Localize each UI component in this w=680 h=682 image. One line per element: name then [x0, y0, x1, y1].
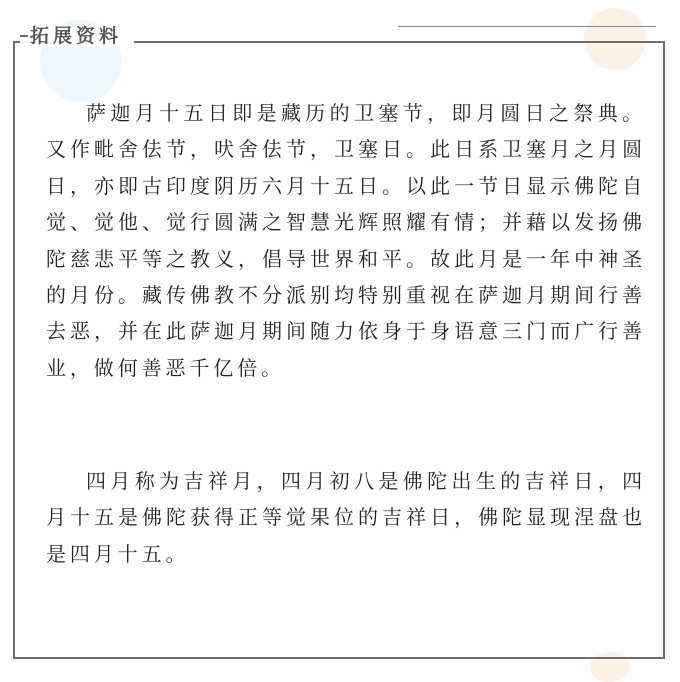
section-title: 拓展资料: [30, 25, 123, 47]
section-header: [20, 25, 134, 47]
title-dash: [20, 35, 28, 37]
decorative-top-line: [398, 26, 656, 27]
paragraph-1: 萨迦月十五日即是藏历的卫塞节，即月圆日之祭典。又作毗舍佉节，吠舍佉节，卫塞日。此日系卫塞月之月圆日，亦即古印度阴历六月十五日。以此一节日显示佛陀自觉、觉他、觉行圆满之智慧光辉照耀有情；并藉以发扬佛陀慈悲平等之教义，倡导世界和平。故此月是一年中神圣的月份。藏传佛教不分派别均特别重视在萨迦月期间行善去恶，并在此萨迦月期间随力依身于身语意三门而广行善业，做何善恶千亿倍。: [46, 101, 646, 380]
paragraph-2: 四月称为吉祥月，四月初八是佛陀出生的吉祥日，四月十五是佛陀获得正等觉果位的吉祥日，佛陀显现涅盘也是四月十五。: [46, 469, 646, 566]
